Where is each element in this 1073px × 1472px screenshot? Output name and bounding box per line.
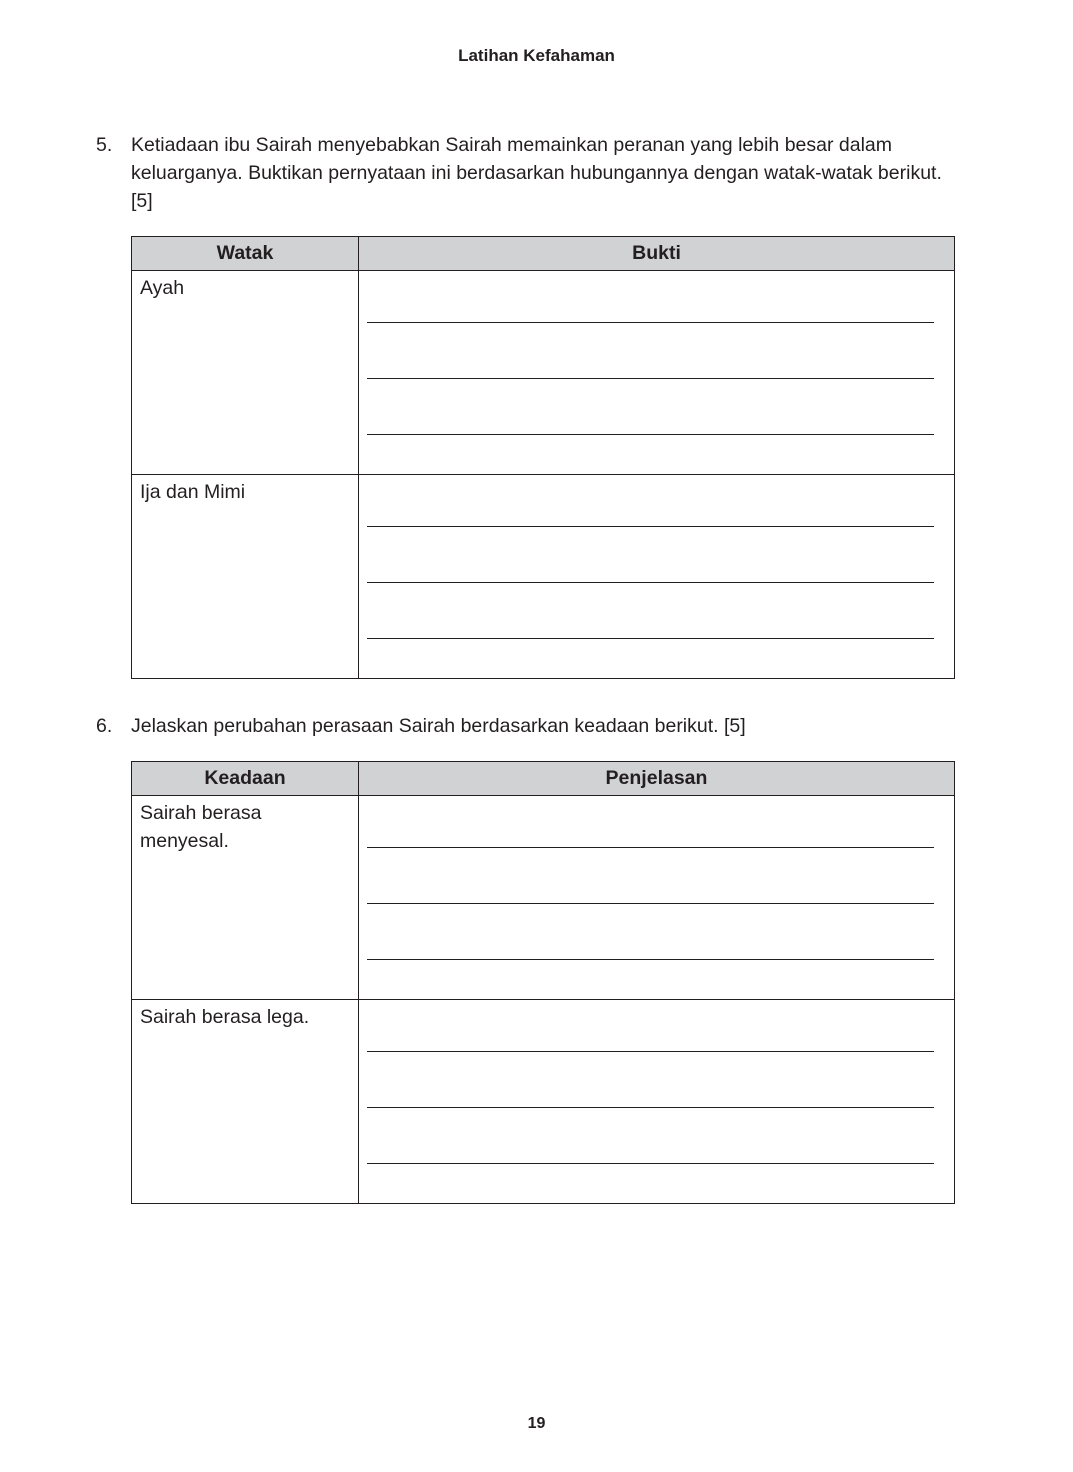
answer-line — [367, 847, 934, 848]
question-number: 6. — [96, 715, 113, 737]
answer-table-question-6 — [131, 761, 955, 1204]
question-5 — [96, 131, 956, 215]
answer-line — [367, 434, 934, 435]
answer-line — [367, 903, 934, 904]
row-label: Ayah — [132, 271, 359, 475]
column-header-watak: Watak — [132, 237, 359, 271]
answer-writing-area[interactable] — [359, 475, 955, 679]
row-label: Ija dan Mimi — [132, 475, 359, 679]
page-number: 19 — [527, 1415, 546, 1432]
column-header-keadaan: Keadaan — [132, 762, 359, 796]
row-label: Sairah berasa menyesal. — [132, 796, 359, 1000]
table-row — [132, 475, 955, 679]
question-6 — [96, 712, 956, 740]
answer-line — [367, 378, 934, 379]
page-header-title: Latihan Kefahaman — [458, 46, 615, 65]
answer-writing-area[interactable] — [359, 271, 955, 475]
answer-line — [367, 526, 934, 527]
answer-line — [367, 959, 934, 960]
answer-line — [367, 638, 934, 639]
answer-line — [367, 1051, 934, 1052]
answer-line — [367, 1163, 934, 1164]
answer-line — [367, 322, 934, 323]
answer-table-question-5 — [131, 236, 955, 679]
question-number: 5. — [96, 134, 113, 156]
row-label: Sairah berasa lega. — [132, 1000, 359, 1204]
answer-line — [367, 582, 934, 583]
answer-writing-area[interactable] — [359, 796, 955, 1000]
column-header-bukti: Bukti — [359, 237, 955, 271]
column-header-penjelasan: Penjelasan — [359, 762, 955, 796]
table-row — [132, 1000, 955, 1204]
table-row — [132, 796, 955, 1000]
answer-line — [367, 1107, 934, 1108]
question-text: Jelaskan perubahan perasaan Sairah berdasarkan keadaan berikut. [5] — [131, 715, 746, 737]
answer-writing-area[interactable] — [359, 1000, 955, 1204]
table-row — [132, 271, 955, 475]
question-text: Ketiadaan ibu Sairah menyebabkan Sairah memainkan peranan yang lebih besar dalam keluarganya. Buktikan pernyataan ini berdasarkan hubungannya dengan watak-watak berikut. [5] — [131, 134, 942, 212]
